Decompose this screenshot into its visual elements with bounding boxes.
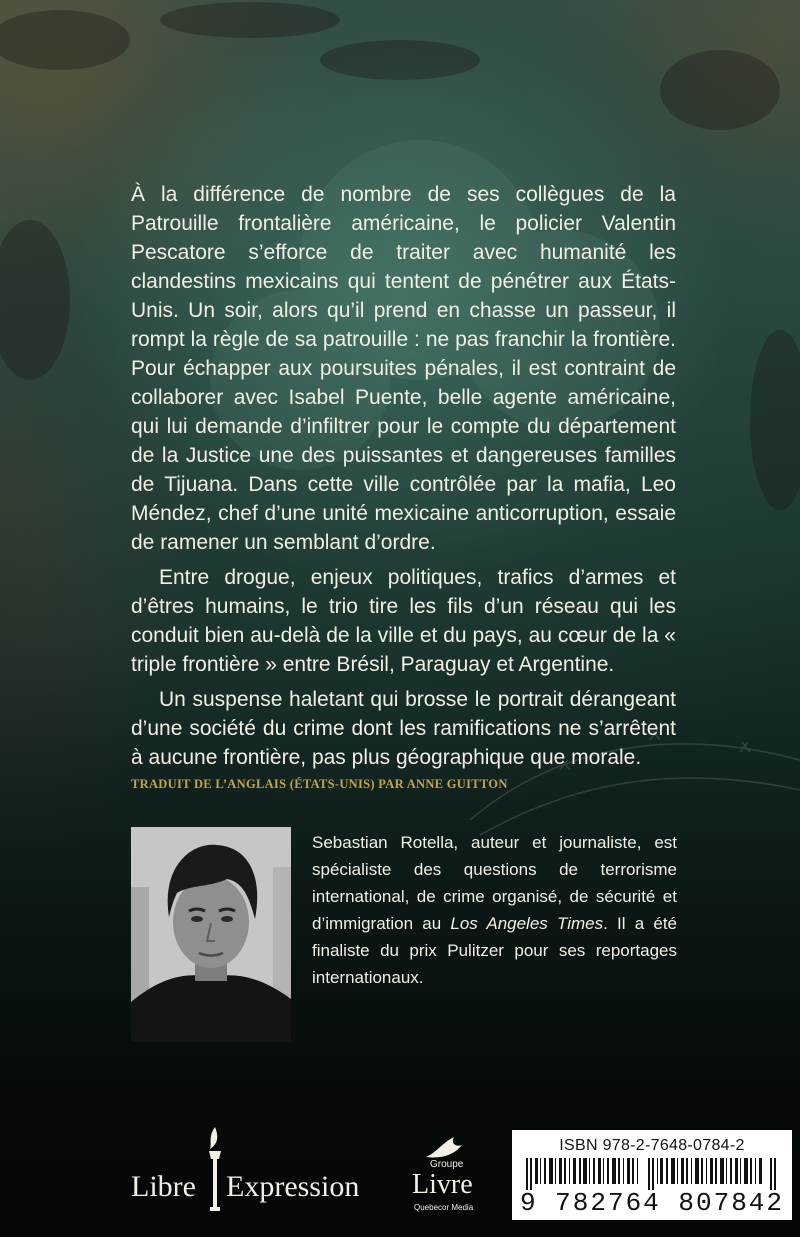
bio-text-part-2: . Il a été finaliste du prix Pulitzer pour ses reportages internationaux.: [312, 914, 678, 987]
blurb-paragraph-2: Entre drogue, enjeux politiques, trafics d’armes et d’êtres humains, le trio tire les fils d’un réseau qui les conduit bien au-delà de la ville et du pays, au cœur de la « triple frontière » entre Brésil, Paraguay et Argentine.: [131, 566, 676, 676]
isbn-label: ISBN 978-2-7648-0784-2: [559, 1137, 745, 1154]
isbn-barcode-box: [512, 1130, 792, 1220]
logo-word-libre: Libre: [131, 1170, 196, 1203]
logo-livre-label: Livre: [412, 1169, 473, 1200]
groupe-livre-logo: [412, 1135, 492, 1225]
logo-word-expression: Expression: [226, 1170, 360, 1203]
isbn-barcode-digits: 9 782764 807842: [519, 1188, 785, 1218]
bio-publication-name: Los Angeles Times: [450, 914, 604, 933]
bio-text-part-1: Sebastian Rotella, auteur et journaliste, est spécialiste des questions de terrorisme international, de crime organisé, de sécurité et d’immigration au: [312, 833, 677, 933]
author-photo: [131, 827, 291, 1042]
author-portrait-image: [131, 827, 291, 1042]
logo-quebecor-label: Quebecor Media: [414, 1203, 474, 1212]
libre-expression-logo: [131, 1125, 360, 1215]
barcode-graphic: [526, 1158, 778, 1190]
author-biography: [312, 829, 677, 991]
torch-icon: [204, 1125, 226, 1213]
logo-groupe-label: Groupe: [430, 1159, 464, 1170]
blurb-paragraph-1: À la différence de nombre de ses collègues de la Patrouille frontalière américaine, le policier Valentin Pescatore s’efforce de traiter avec humanité les clandestins mexicains qui tentent de pénétrer aux États-Unis. Un soir, alors qu’il prend en chasse un passeur, il rompt la règle de sa patrouille : ne pas franchir la frontière. Pour échapper aux poursuites pénales, il est contraint de collaborer avec Isabel Puente, belle agente américaine, qui lui demande d’infiltrer pour le compte du département de la Justice une des puissantes et dangereuses familles de Tijuana. Dans cette ville contrôlée par la mafia, Leo Méndez, chef d’une unité mexicaine anticorruption, essaie de ramener un semblant d’ordre.: [131, 183, 676, 554]
translator-credit: TRADUIT DE L’ANGLAIS (ÉTATS-UNIS) PAR ANNE GUITTON: [131, 777, 508, 791]
bird-icon: [424, 1135, 464, 1161]
back-cover-blurb: [131, 180, 676, 772]
blurb-paragraph-3: Un suspense haletant qui brosse le portrait dérangeant d’une société du crime dont les ramifications ne s’arrêtent à aucune frontière, pas plus géographique que morale.: [131, 688, 676, 769]
